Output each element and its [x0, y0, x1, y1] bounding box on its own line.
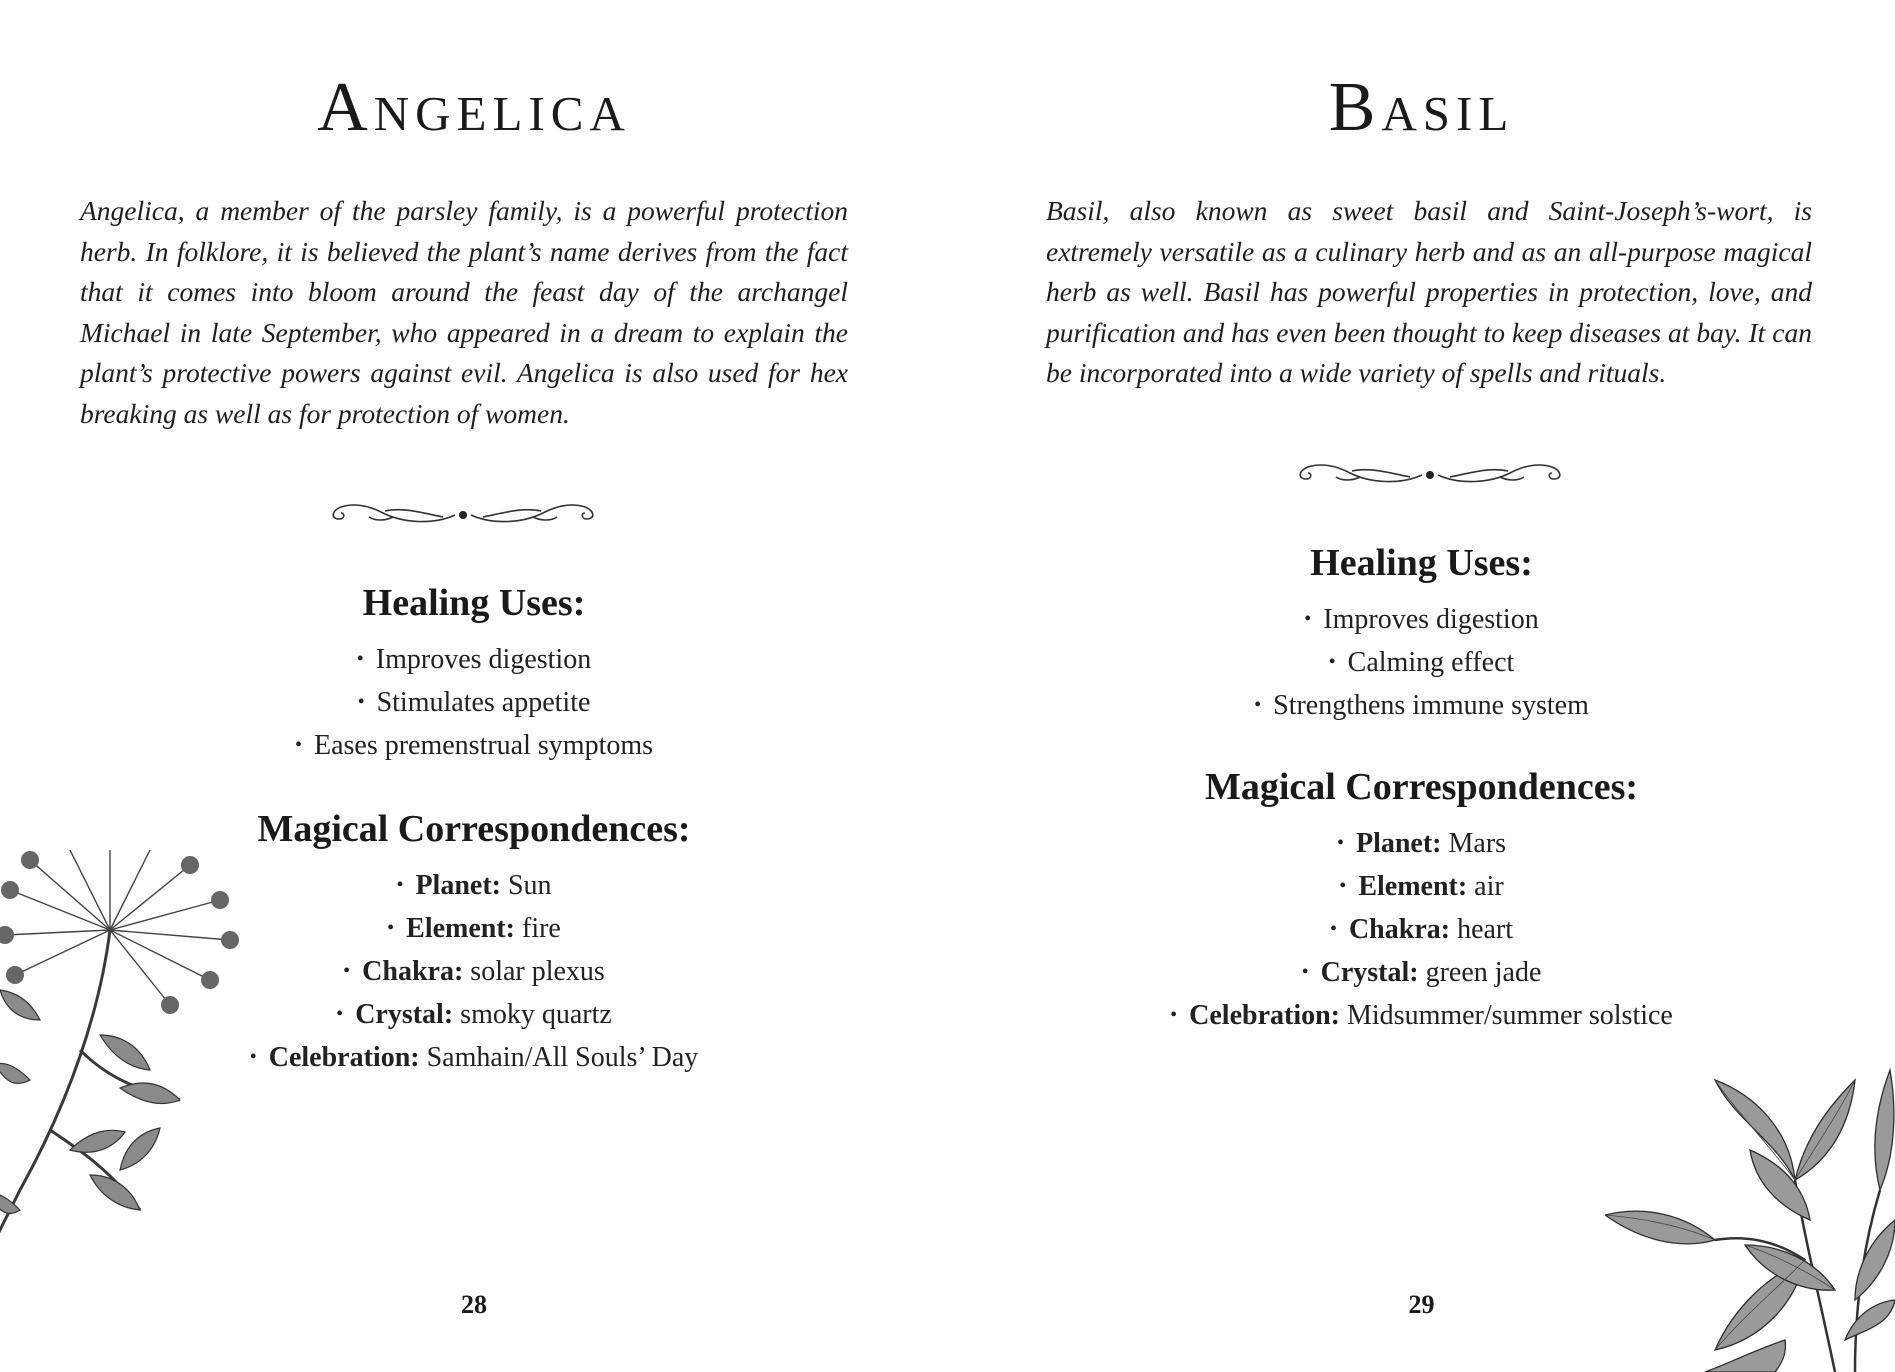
bullet-icon: • — [336, 1003, 344, 1025]
bullet-icon: • — [1301, 961, 1309, 983]
page-title: Basil — [1328, 69, 1515, 146]
list-item: • Celebration: Samhain/All Souls’ Day — [0, 1036, 948, 1079]
bullet-icon: • — [1336, 832, 1344, 854]
magical-correspondences-heading: Magical Correspondences: — [1204, 766, 1639, 808]
list-item: • Calming effect — [948, 641, 1895, 684]
bullet-icon: • — [1329, 918, 1337, 940]
magical-correspondences-heading: Magical Correspondences: — [257, 808, 691, 850]
magical-correspondences-section — [948, 764, 1895, 1037]
list-item: • Planet: Sun — [0, 864, 948, 907]
bullet-icon: • — [1170, 1004, 1178, 1026]
bullet-icon: • — [387, 917, 395, 939]
page-title: Angelica — [317, 69, 631, 146]
list-item: • Celebration: Midsummer/summer solstice — [948, 994, 1895, 1037]
bullet-icon: • — [396, 874, 404, 896]
list-item: • Element: fire — [0, 907, 948, 950]
list-item: • Planet: Mars — [948, 822, 1895, 865]
list-item: • Stimulates appetite — [0, 681, 948, 724]
list-item: • Chakra: solar plexus — [0, 950, 948, 993]
healing-uses-list — [948, 598, 1895, 727]
bullet-icon: • — [249, 1046, 257, 1068]
intro-paragraph: Basil, also known as sweet basil and Saint-Joseph’s-wort, is extremely versatile as a culinary herb and as an all-purpose magical herb as well. Basil has powerful properties in protection, love, and purification and has even been thought to keep diseases at bay. It can be incorporated into a wide variety of spells and rituals. — [1046, 195, 1812, 388]
basil-illustration — [1605, 1040, 1895, 1372]
flourish-ornament — [1290, 455, 1570, 495]
bullet-icon: • — [1304, 608, 1312, 630]
list-item: • Crystal: green jade — [948, 951, 1895, 994]
list-item: • Crystal: smoky quartz — [0, 993, 948, 1036]
healing-uses-heading: Healing Uses: — [362, 582, 586, 624]
angelica-illustration — [0, 850, 260, 1310]
list-item: • Strengthens immune system — [948, 684, 1895, 727]
flourish-ornament — [323, 495, 603, 535]
bullet-icon: • — [1328, 651, 1336, 673]
list-item: • Element: air — [948, 865, 1895, 908]
page-number: 29 — [1408, 1290, 1435, 1319]
healing-uses-list — [0, 638, 948, 767]
page-number: 28 — [461, 1290, 487, 1319]
list-item: • Eases premenstrual symptoms — [0, 724, 948, 767]
healing-uses-heading: Healing Uses: — [1310, 542, 1533, 584]
healing-uses-section — [948, 540, 1895, 727]
page-basil — [948, 0, 1895, 1372]
healing-uses-section — [0, 580, 948, 767]
list-item: • Improves digestion — [0, 638, 948, 681]
list-item: • Improves digestion — [948, 598, 1895, 641]
bullet-icon: • — [1254, 694, 1262, 716]
magical-correspondences-list — [948, 822, 1895, 1037]
bullet-icon: • — [1339, 875, 1347, 897]
bullet-icon: • — [357, 691, 365, 713]
list-item: • Chakra: heart — [948, 908, 1895, 951]
bullet-icon: • — [343, 960, 351, 982]
bullet-icon: • — [356, 648, 364, 670]
bullet-icon: • — [294, 734, 302, 756]
intro-paragraph: Angelica, a member of the parsley family, is a powerful protection herb. In folklore, it is believed the plant’s name derives from the fact that it comes into bloom around the feast day of the archangel Michael in late September, who appeared in a dream to explain the plant’s protective powers against evil. Angelica is also used for hex breaking as well as for protection of women. — [80, 195, 848, 429]
